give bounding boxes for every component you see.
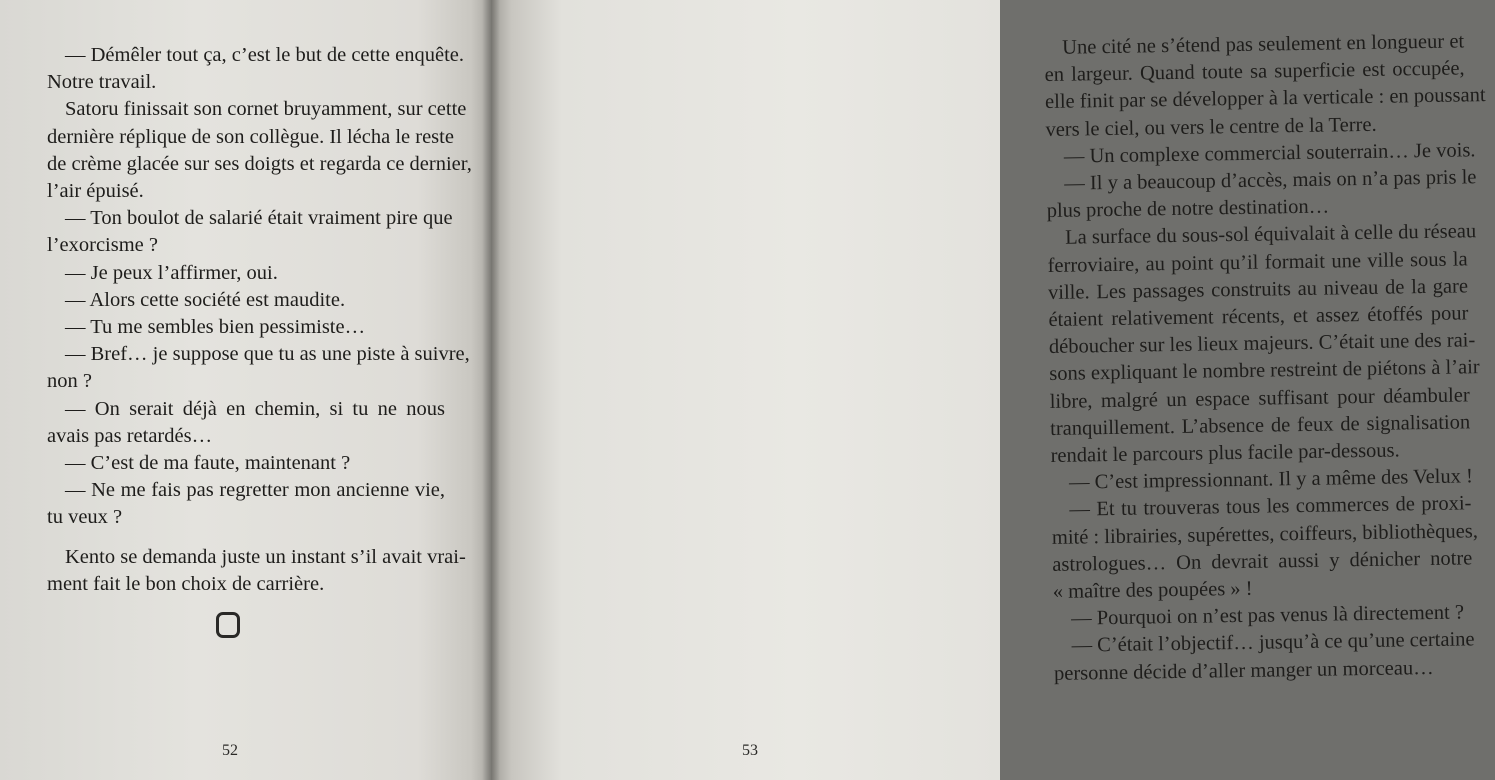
paragraph xyxy=(47,96,472,205)
paragraph xyxy=(47,42,464,96)
paragraph xyxy=(47,477,445,531)
text-line: elle finit par se développer à la verticale : en poussant xyxy=(1044,84,1486,114)
text-line: « maître des poupées » ! xyxy=(1052,577,1253,603)
text-line: Notre travail. xyxy=(47,71,157,94)
text-line: — Ne me fais pas regretter mon ancienne vie, xyxy=(65,479,445,502)
paragraph xyxy=(47,396,445,450)
text-line: astrologues… On devrait aussi y dénicher notre xyxy=(1052,547,1473,576)
text-line: libre, malgré un espace suffisant pour déambuler xyxy=(1049,383,1470,413)
text-line: de crème glacée sur ses doigts et regarda ce dernier, xyxy=(47,152,472,175)
right-page-text xyxy=(1044,28,1486,687)
text-line: Une cité ne s’étend pas seulement en longueur et xyxy=(1062,30,1465,59)
text-line: sons expliquant le nombre restreint de piétons à l’air xyxy=(1049,356,1480,386)
text-line: vers le ciel, ou vers le centre de la Terre. xyxy=(1045,113,1377,141)
text-line: non ? xyxy=(47,370,92,393)
text-line: avais pas retardés… xyxy=(47,424,213,447)
text-line: déboucher sur les lieux majeurs. C’était une des rai- xyxy=(1048,329,1476,359)
text-line: — Ton boulot de salarié était vraiment pire que xyxy=(65,207,453,230)
text-line: — Il y a beaucoup d’accès, mais on n’a pas pris le xyxy=(1064,166,1477,195)
paragraph xyxy=(1047,219,1480,470)
paragraph xyxy=(47,260,445,287)
text-line: — C’était l’objectif… jusqu’à ce qu’une certaine xyxy=(1071,628,1475,658)
page-number-right: 53 xyxy=(742,742,758,759)
text-line: — C’est impressionnant. Il y a même des Velux ! xyxy=(1068,465,1474,494)
left-page-text xyxy=(47,42,472,598)
book-gutter xyxy=(482,0,500,780)
text-line: tranquillement. L’absence de feux de signalisation xyxy=(1050,411,1471,440)
paragraph xyxy=(1044,28,1486,143)
text-line: La surface du sous-sol équivalait à celle du réseau xyxy=(1065,220,1477,250)
text-line: personne décide d’aller manger un morceau… xyxy=(1053,656,1434,685)
paragraph xyxy=(1053,627,1474,688)
text-line: en largeur. Quand toute sa superficie est occupée, xyxy=(1044,57,1465,87)
text-line: l’air épuisé. xyxy=(47,180,144,203)
paragraph xyxy=(47,205,453,259)
text-line: — Tu me sembles bien pessimiste… xyxy=(65,316,366,339)
paragraph xyxy=(47,341,470,395)
text-line: l’exorcisme ? xyxy=(47,234,158,257)
text-line: mité : librairies, supérettes, coiffeurs, bibliothèques, xyxy=(1051,519,1479,549)
page-number-left: 52 xyxy=(222,742,238,759)
text-line: — Un complexe commercial souterrain… Je vois. xyxy=(1063,139,1476,168)
text-line: ferroviaire, au point qu’il formait une ville sous la xyxy=(1047,248,1468,277)
text-line: tu veux ? xyxy=(47,506,123,529)
text-line: — Démêler tout ça, c’est le but de cette enquête. xyxy=(65,44,464,66)
text-line: — Je peux l’affirmer, oui. xyxy=(65,261,278,284)
text-line: ville. Les passages construits au niveau de la gare xyxy=(1047,275,1469,304)
paragraph xyxy=(47,544,466,598)
text-line: Kento se demanda juste un instant s’il avait vrai- xyxy=(65,545,466,568)
text-line: — Pourquoi on n’est pas venus là directement ? xyxy=(1071,601,1465,630)
text-line: ment fait le bon choix de carrière. xyxy=(47,572,325,595)
text-line: étaient relativement récents, et assez étoffés pour xyxy=(1048,302,1469,331)
text-line: Satoru finissait son cornet bruyamment, sur cette xyxy=(65,98,467,121)
paragraph xyxy=(1046,164,1477,225)
text-line: dernière réplique de son collègue. Il lécha le reste xyxy=(47,125,454,148)
section-break-ornament xyxy=(216,612,240,638)
paragraph xyxy=(47,314,445,341)
text-line: — Alors cette société est maudite. xyxy=(65,288,346,311)
paragraph xyxy=(47,450,445,477)
text-line: — Bref… je suppose que tu as une piste à suivre, xyxy=(65,343,470,366)
text-line: — On serait déjà en chemin, si tu ne nous xyxy=(65,397,445,420)
text-line: — Et tu trouveras tous les commerces de proxi- xyxy=(1069,492,1472,522)
text-line: — C’est de ma faute, maintenant ? xyxy=(65,452,351,475)
right-page xyxy=(491,0,1486,780)
left-page xyxy=(0,0,491,780)
text-line: rendait le parcours plus facile par-dessous. xyxy=(1050,439,1400,467)
text-line: plus proche de notre destination… xyxy=(1046,195,1330,223)
paragraph xyxy=(1051,491,1479,606)
paragraph xyxy=(47,287,445,314)
